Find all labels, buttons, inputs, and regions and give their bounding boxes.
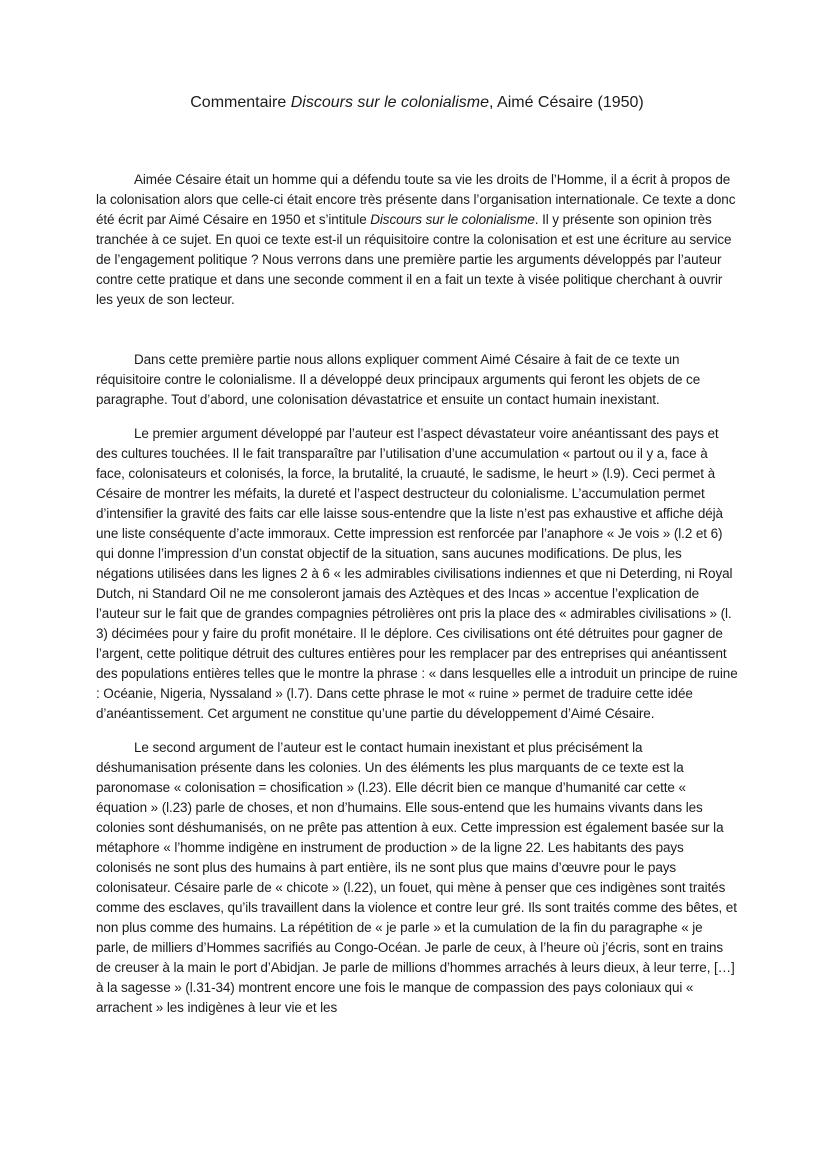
document-title xyxy=(96,92,738,114)
title-work-name: Discours sur le colonialisme xyxy=(290,94,490,111)
introduction-work-name: Discours sur le colonialisme xyxy=(370,212,535,227)
title-suffix: , Aimé Césaire (1950) xyxy=(489,94,644,111)
paragraph-part1-intro: Dans cette première partie nous allons expliquer comment Aimé Césaire à fait de ce texte un réquisitoire contre le colonialisme. Il a développé deux principaux arguments qui feront les objets de ce paragraphe. Tout d’abord, une colonisation dévastatrice et ensuite un contact humain inexistant. xyxy=(96,352,704,407)
paragraph-introduction xyxy=(96,170,738,310)
blank-line-spacer xyxy=(96,324,738,350)
paragraph-argument1: Le premier argument développé par l’auteur est l’aspect dévastateur voire anéantissant des pays et des cultures touchées. Il le fait transparaître par l’utilisation d’une accumulation « partout ou il y a, face à face, colonisateurs et colonisés, la force, la brutalité, la cruauté, le sadisme, le heurt » (l.9). Ceci permet à Césaire de montrer les méfaits, la dureté et l’aspect destructeur du colonialisme. L’accumulation permet d’intensifier la gravité des faits car elle laisse sous-entendre que la liste n’est pas exhaustive et affiche déjà une liste conséquente d’acte immoraux. Cette impression est renforcée par l’anaphore « Je vois » (l.2 et 6) qui donne l’impression d’un constat objectif de la situation, sans aucunes modifications. De plus, les négations utilisées dans les lignes 2 à 6 « les admirables civilisations indiennes et que ni Deterding, ni Royal Dutch, ni Standard Oil ne me consoleront jamais des Aztèques et des Incas » accentue l’explication de l’auteur sur le fait que de grandes compagnies pétrolières ont pris la place des « admirables civilisations » (l. 3) décimées pour y faire du profit monétaire. Il le déplore. Ces civilisations ont été détruites pour gagner de l’argent, cette politique détruit des cultures entières pour les remplacer par des entreprises qui anéantissent des populations entières telles que le montre la phrase : « dans lesquelles elle a introduit un principe de ruine : Océanie, Nigeria, Nyssaland » (l.7). Dans cette phrase le mot « ruine » permet de traduire cette idée d’anéantissement. Cet argument ne constitue qu’une partie du développement d’Aimé Césaire. xyxy=(96,426,742,721)
title-prefix: Commentaire xyxy=(190,94,291,111)
introduction-text-before: Aimée Césaire était un homme qui a défendu toute sa vie les droits de l’Homme, il a écrit à propos de la colonisation alors que celle-ci était encore très présente dans l’organisation internationale. Ce texte a donc été écrit par Aimé Césaire en 1950 et s’intitule xyxy=(96,172,739,227)
introduction-text-after: . Il y présente son opinion très tranchée à ce sujet. En quoi ce texte est-il un réquisitoire contre la colonisation et est une écriture au service de l’engagement politique ? Nous verrons dans une première partie les arguments développés par l’auteur contre cette pratique et dans une seconde comment il en a fait un texte à visée politique cherchant à ouvrir les yeux de son lecteur. xyxy=(96,212,736,307)
paragraph-argument2: Le second argument de l’auteur est le contact humain inexistant et plus précisément la déshumanisation présente dans les colonies. Un des éléments les plus marquants de ce texte est la paronomase « colonisation = chosification » (l.23). Elle décrit bien ce manque d’humanité car cette « équation » (l.23) parle de choses, et non d’humains. Elle sous-entend que les humains vivants dans les colonies sont déshumanisés, on ne prête pas attention à eux. Cette impression est également basée sur la métaphore « l’homme indigène en instrument de production » de la ligne 22. Les habitants des pays colonisés ne sont plus des humains à part entière, ils ne sont plus que mains d’œuvre pour le pays colonisateur. Césaire parle de « chicote » (l.22), un fouet, qui mène à penser que ces indigènes sont traités comme des esclaves, qu’ils travaillent dans la violence et contre leur gré. Ils sont traités comme des bêtes, et non plus comme des humains. La répétition de « je parle » et la cumulation de la fin du paragraphe « je parle, de milliers d’Hommes sacrifiés au Congo-Océan. Je parle de ceux, à l’heure où j’écris, sont en trains de creuser à la main le port d’Abidjan. Je parle de millions d’hommes arrachés à leurs dieux, à leur terre, […] à la sagesse » (l.31-34) montrent encore une fois le manque de compassion des pays coloniaux qui « arrachent » les indigènes à leur vie et les xyxy=(96,740,741,1015)
